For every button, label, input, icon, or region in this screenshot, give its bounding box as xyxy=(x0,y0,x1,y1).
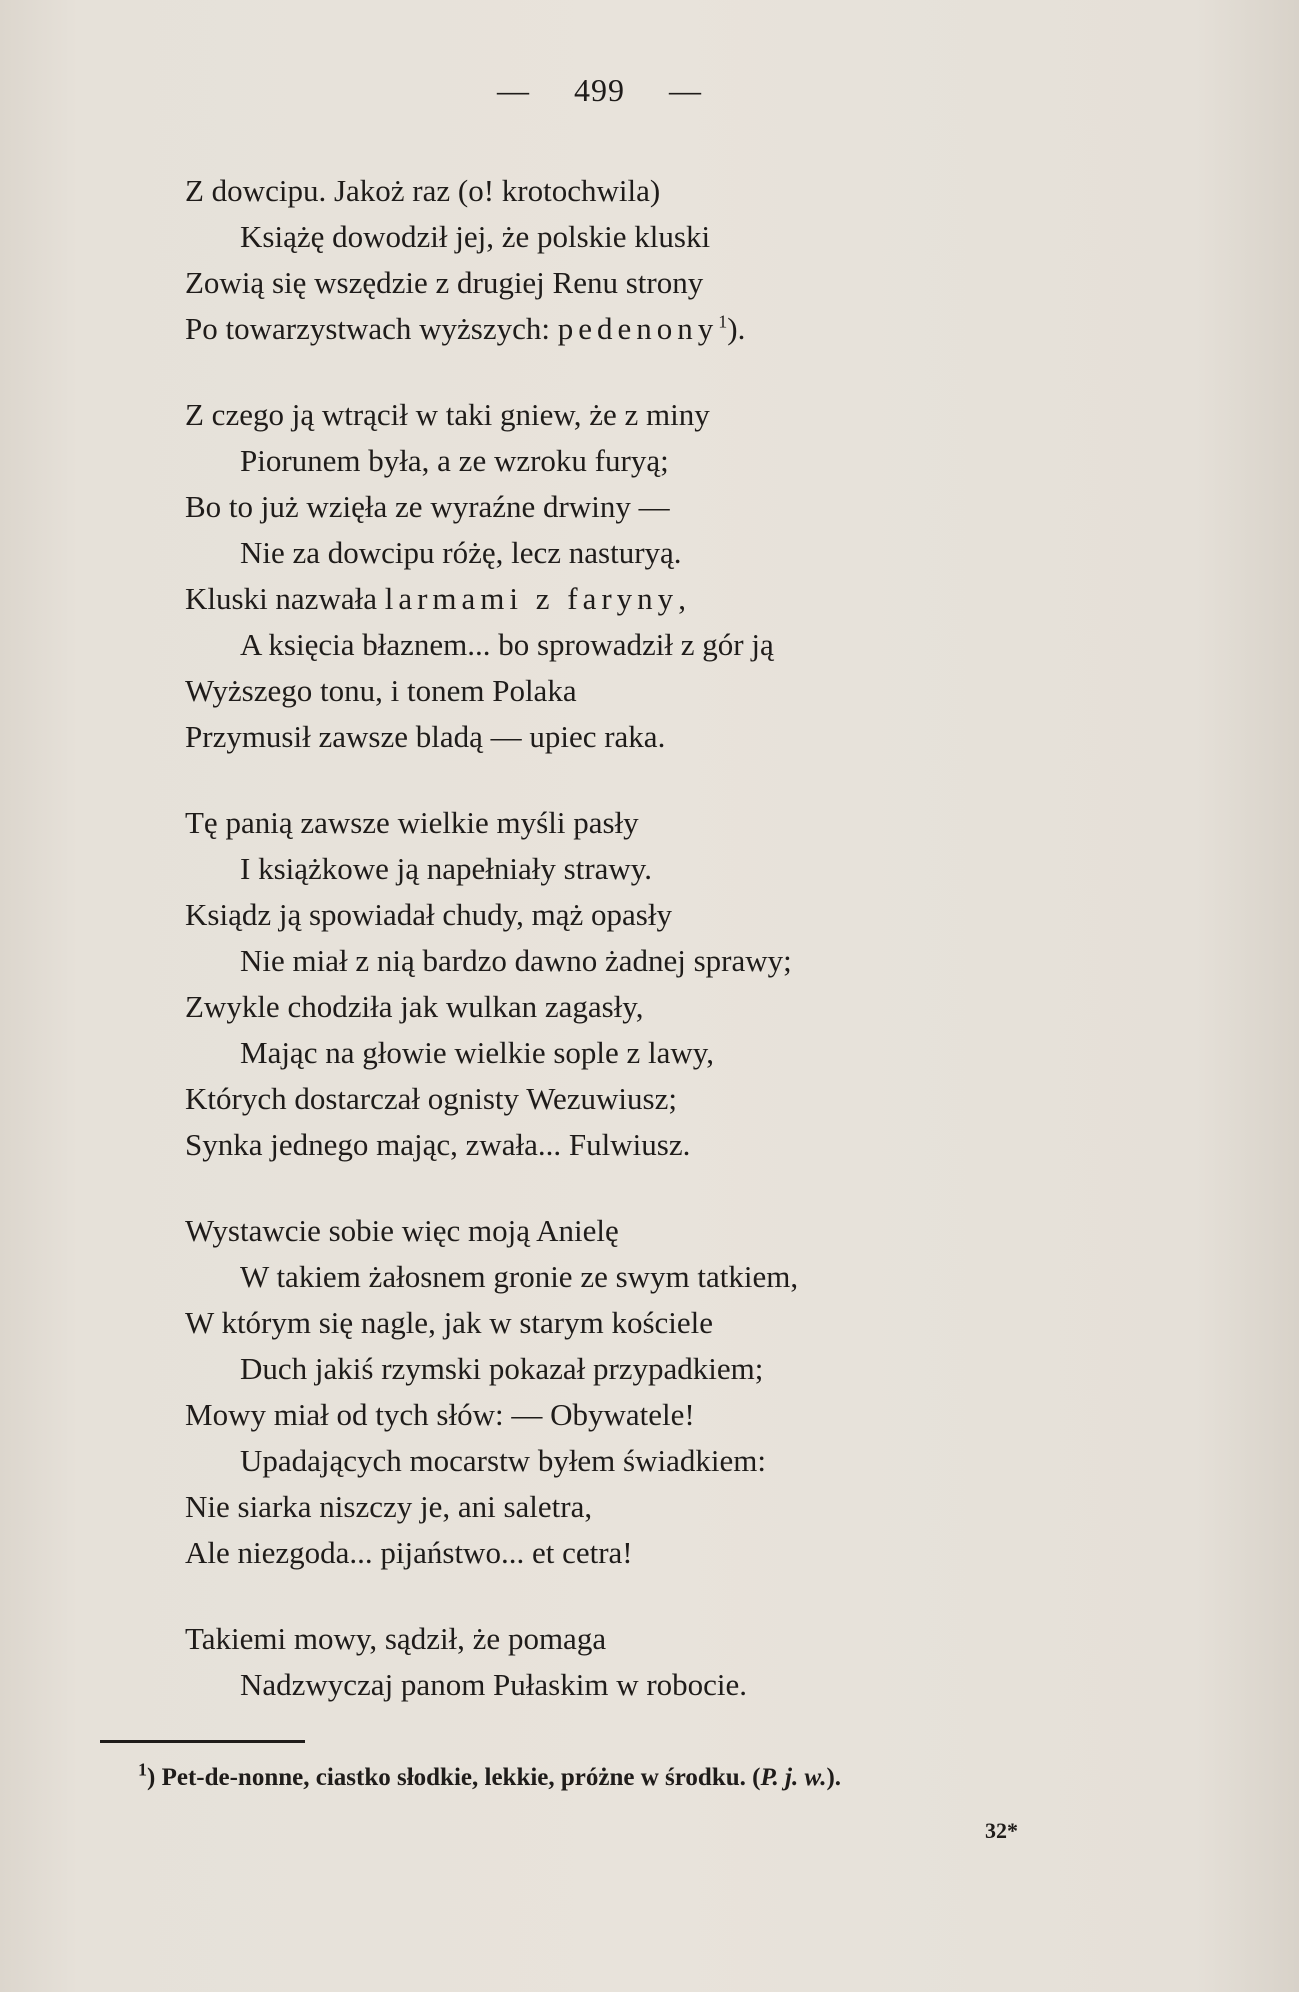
verse-line: I książkowe ją napełniały strawy. xyxy=(240,851,653,886)
footnote-abbrev: P. j. w. xyxy=(760,1764,827,1791)
stanza-1 xyxy=(185,168,1185,352)
verse-text: Kluski nazwała xyxy=(185,581,385,616)
verse-line: Nie miał z nią bardzo dawno żadnej sprawy; xyxy=(240,943,792,978)
verse-text: ). xyxy=(727,311,746,346)
footnote-close: ). xyxy=(826,1764,842,1791)
verse-line: Mając na głowie wielkie sople z lawy, xyxy=(240,1035,715,1070)
stanza-3 xyxy=(185,800,1185,1168)
page-dash-right: — xyxy=(669,72,702,108)
verse-line: Synka jednego mając, zwała... Fulwiusz. xyxy=(185,1127,691,1162)
verse-line: Wyższego tonu, i tonem Polaka xyxy=(185,673,577,708)
verse-line: Ale niezgoda... pijaństwo... et cetra! xyxy=(185,1535,633,1570)
verse-line: Których dostarczał ognisty Wezuwiusz; xyxy=(185,1081,677,1116)
footnote-divider xyxy=(100,1740,305,1743)
verse-line: Ksiądz ją spowiadał chudy, mąż opasły xyxy=(185,897,672,932)
verse-line: Nie za dowcipu różę, lecz nasturyą. xyxy=(240,535,682,570)
verse-line xyxy=(185,306,1185,352)
emphasized-phrase: larmami z faryny xyxy=(384,581,679,616)
emphasized-word: pedenony xyxy=(557,311,719,346)
stanza-5 xyxy=(185,1616,1185,1708)
verse-line: W takiem żałosnem gronie ze swym tatkiem, xyxy=(240,1259,799,1294)
printer-signature: 32* xyxy=(985,1818,1018,1843)
verse-text: Po towarzystwach wyższych: xyxy=(185,311,558,346)
stanza-2 xyxy=(185,392,1185,760)
page-header xyxy=(0,72,1239,109)
verse-line: Z dowcipu. Jakoż raz (o! krotochwila) xyxy=(185,173,661,208)
verse-line: Zwykle chodziła jak wulkan zagasły, xyxy=(185,989,644,1024)
verse-line: A księcia błaznem... bo sprowadził z gór ją xyxy=(240,627,774,662)
verse-line: Piorunem była, a ze wzroku furyą; xyxy=(240,443,669,478)
verse-line: Duch jakiś rzymski pokazał przypadkiem; xyxy=(240,1351,764,1386)
footnote-reference: 1 xyxy=(718,311,728,332)
verse-line: Mowy miał od tych słów: — Obywatele! xyxy=(185,1397,695,1432)
verse-line: Nie siarka niszczy je, ani saletra, xyxy=(185,1489,593,1524)
stanza-4 xyxy=(185,1208,1185,1576)
verse-line: Nadzwyczaj panom Pułaskim w robocie. xyxy=(240,1667,748,1702)
verse-line: Takiemi mowy, sądził, że pomaga xyxy=(185,1621,607,1656)
verse-line: Upadających mocarstw byłem świadkiem: xyxy=(240,1443,766,1478)
page-number: 499 xyxy=(574,72,625,108)
footnote xyxy=(138,1759,842,1792)
verse-line: Bo to już wzięła ze wyraźne drwiny — xyxy=(185,489,670,524)
verse-line: Z czego ją wtrącił w taki gniew, że z miny xyxy=(185,397,710,432)
verse-text: , xyxy=(678,581,686,616)
footnote-mark: 1 xyxy=(138,1759,147,1780)
verse-line: Zowią się wszędzie z drugiej Renu strony xyxy=(185,265,704,300)
poem-body xyxy=(185,168,1185,1748)
verse-line: Wystawcie sobie więc moją Anielę xyxy=(185,1213,619,1248)
verse-line: W którym się nagle, jak w starym kościele xyxy=(185,1305,714,1340)
verse-line: Książę dowodził jej, że polskie kluski xyxy=(240,219,711,254)
page-dash-left: — xyxy=(497,72,530,108)
footnote-text: ) Pet-de-nonne, ciastko słodkie, lekkie, próżne w środku. ( xyxy=(147,1764,761,1791)
verse-line: Przymusił zawsze bladą — upiec raka. xyxy=(185,719,666,754)
verse-line: Tę panią zawsze wielkie myśli pasły xyxy=(185,805,639,840)
verse-line xyxy=(185,576,1185,622)
